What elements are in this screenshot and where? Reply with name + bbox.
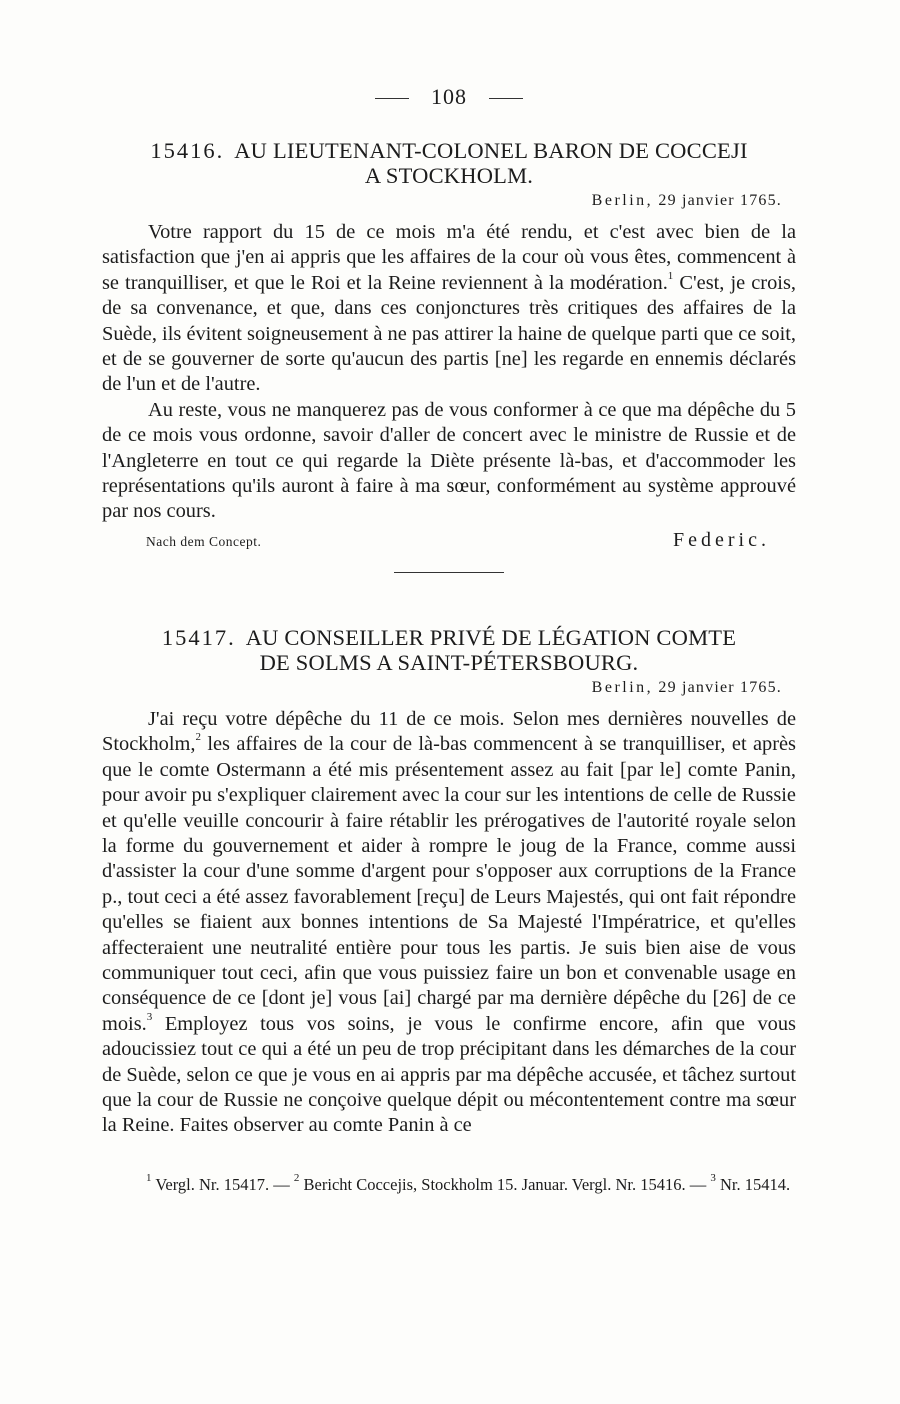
footnote-marker: 2 <box>195 731 201 744</box>
heading-line-1 <box>102 138 796 163</box>
header-dash-right <box>489 98 523 99</box>
letter-15417 <box>102 625 796 1139</box>
signature: Federic. <box>673 528 770 551</box>
dateline <box>102 192 782 210</box>
letter-number: 15417. <box>161 624 236 650</box>
recipient-line-2: DE SOLMS A SAINT-PÉTERSBOURG. <box>259 649 639 675</box>
dateline <box>102 679 782 697</box>
footnote-text: Vergl. Nr. 15417. — <box>151 1174 294 1194</box>
footnote-marker: 1 <box>667 270 674 283</box>
recipient-line-1: AU LIEUTENANT-COLONEL BARON DE COCCEJI <box>234 138 748 163</box>
footnote-number: 3 <box>710 1172 716 1185</box>
dateline-date: 29 janvier 1765. <box>658 192 782 209</box>
page-header <box>102 84 796 118</box>
footnote-text: Nr. 15414. <box>715 1174 791 1194</box>
letter-paragraph: Au reste, vous ne manquerez pas de vous conformer à ce que ma dépêche du 5 de ce mois vous ordonne, savoir d'aller de concert avec le ministre de Russie et de l'Angleterre en tout ce qui regarde la Diète présente là-bas, et d'accommoder les représentations qu'ils auront à faire à ma sœur, conformément au système approuvé par nos cours. <box>102 398 796 523</box>
footnote-marker: 3 <box>146 1010 153 1023</box>
paragraph-text: les affaires de la cour de là-bas commencent à se tranquilliser, et après que le comte Ostermann a été mis présentement assez au fait [par le] comte Panin, pour avoir pu s'expliquer clairement avec la cour sur les intentions de celle de Russie et qu'elle veuille concourir à faire rétablir les prérogatives de l'autorité royale selon la forme du gouvernement et aider à rompre le joug de la France, comme aussi d'assister la cour d'une somme d'argent pour s'opposer aux corruptions de la France p., tout ceci a été assez favorablement [reçu] de Leurs Majestés, qui ont fait répondre qu'elles se fiaient aux bonnes intentions de Sa Majesté l'Impératrice, et qu'elles affecteraient une neutralité entière pour tous les partis. Je suis bien aise de vous communiquer tout ceci, afin que vous puissiez faire un bon et convenable usage en conséquence de ce [dont je] vous [ai] chargé par ma dernière dépêche du [26] de ce mois. <box>102 733 796 1035</box>
dateline-date: 29 janvier 1765. <box>658 678 782 696</box>
letter-heading <box>102 625 796 675</box>
letter-paragraph <box>102 707 796 1139</box>
closing-row <box>102 529 796 552</box>
header-dash-left <box>375 98 409 99</box>
paragraph-text: C'est, je crois, de sa convenance, et que, dans ces conjonctures très critiques des affaires de la Suède, ils évitent soigneusement à ne pas attirer la haine de quelque parti que ce soit, et de se gouverner de sorte qu'aucun des partis [ne] les regarde en ennemis déclarés de l'un et de l'autre. <box>102 271 796 396</box>
letter-heading <box>102 138 796 188</box>
footnote-text: Bericht Coccejis, Stockholm 15. Januar. Vergl. Nr. 15416. — <box>299 1174 711 1194</box>
recipient-line-1: AU CONSEILLER PRIVÉ DE LÉGATION COMTE <box>245 624 737 650</box>
paragraph-text: Employez tous vos soins, je vous le confirme encore, afin que vous adoucissiez tout ce qui a été un peu de trop précipitant dans les démarches de la cour de Suède, selon ce que je vous en ai appris par ma dépêche accusée, et tâchez surtout que la cour de Russie ne conçoive quelque dépit ou mécontentement contre ma sœur la Reine. Faites observer au comte Panin à ce <box>102 1012 796 1137</box>
source-note: Nach dem Concept. <box>146 533 262 549</box>
letter-number: 15416. <box>150 138 225 163</box>
paragraph-text: J'ai reçu votre dépêche du 11 de ce mois. Selon mes dernières nouvelles de Stockholm, <box>102 707 796 756</box>
page-number: 108 <box>431 84 467 109</box>
section-divider <box>394 572 504 573</box>
paragraph-text: Votre rapport du 15 de ce mois m'a été rendu, et c'est avec bien de la satisfaction que j'en ai appris que les affaires de la cour où vous êtes, commencent à se tranquilliser, et que le Roi et la Reine reviennent à la modération. <box>102 221 796 294</box>
letter-paragraph <box>102 220 796 398</box>
dateline-place: Berlin, <box>591 192 654 209</box>
letter-15416 <box>102 138 796 573</box>
document-page <box>102 84 796 1197</box>
footnote-number: 2 <box>293 1172 300 1185</box>
recipient-line-2: A STOCKHOLM. <box>364 163 534 188</box>
footnotes <box>102 1173 796 1197</box>
heading-line-1 <box>102 625 796 650</box>
footnote-number: 1 <box>146 1172 152 1185</box>
dateline-place: Berlin, <box>591 678 654 696</box>
